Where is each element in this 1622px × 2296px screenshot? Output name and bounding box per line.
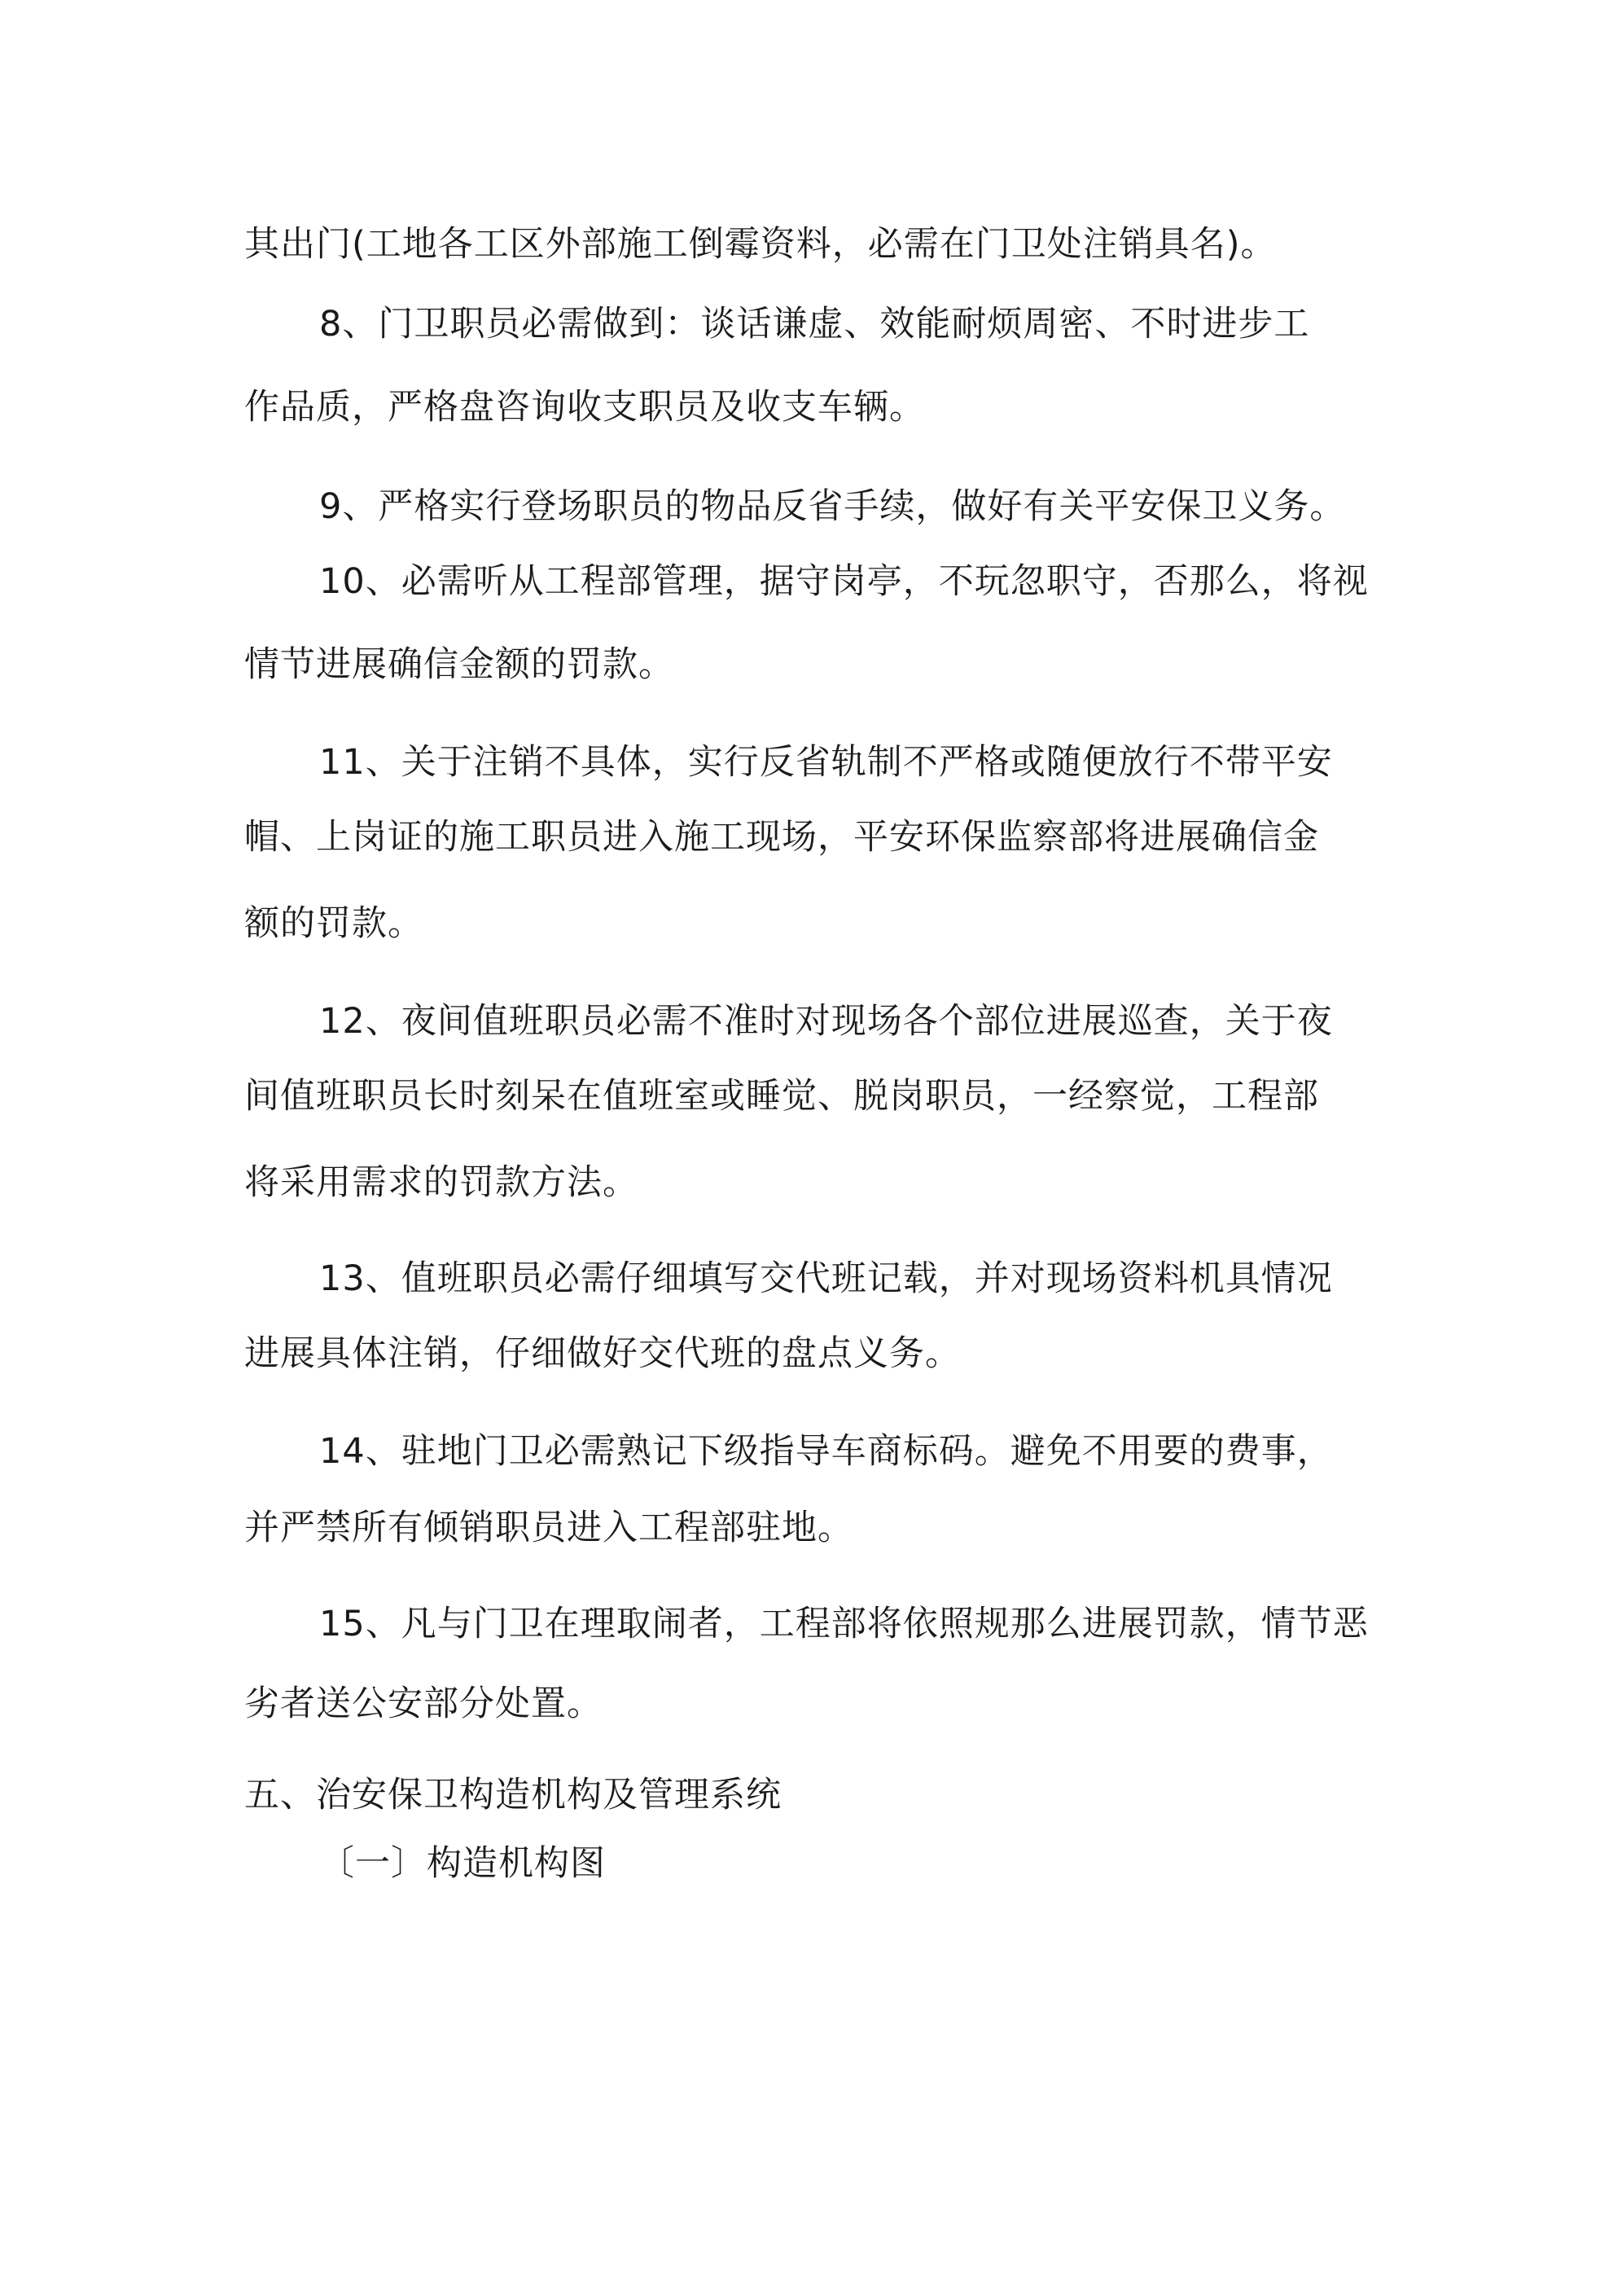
item-12-line-2: 间值班职员长时刻呆在值班室或睡觉、脱岗职员，一经察觉，工程部: [244, 1076, 1319, 1117]
item-9-line-1: 9、严格实行登场职员的物品反省手续，做好有关平安保卫义务。: [319, 486, 1346, 527]
item-10-line-2: 情节进展确信金额的罚款。: [244, 644, 674, 685]
subsection-heading: 〔一〕构造机构图: [319, 1843, 606, 1884]
text-line-1: 其出门(工地各工区外部施工倒霉资料，必需在门卫处注销具名)。: [244, 224, 1277, 265]
item-13-line-1: 13、值班职员必需仔细填写交代班记载，并对现场资料机具情况: [319, 1258, 1333, 1299]
item-14-line-1: 14、驻地门卫必需熟记下级指导车商标码。避免不用要的费事，: [319, 1431, 1333, 1472]
item-12-line-1: 12、夜间值班职员必需不准时对现场各个部位进展巡查，关于夜: [319, 1001, 1333, 1042]
item-15-line-1: 15、凡与门卫在理取闹者，工程部将依照规那么进展罚款，情节恶: [319, 1604, 1369, 1644]
item-8-line-1: 8、门卫职员必需做到：谈话谦虚、效能耐烦周密、不时进步工: [319, 304, 1310, 345]
item-15-line-2: 劣者送公安部分处置。: [244, 1684, 603, 1724]
item-12-line-3: 将采用需求的罚款方法。: [244, 1162, 638, 1203]
item-11-line-1: 11、关于注销不具体，实行反省轨制不严格或随便放行不带平安: [319, 742, 1333, 783]
item-11-line-2: 帽、上岗证的施工职员进入施工现场，平安环保监察部将进展确信金: [244, 817, 1319, 858]
item-13-line-2: 进展具体注销，仔细做好交代班的盘点义务。: [244, 1333, 961, 1374]
item-10-line-1: 10、必需听从工程部管理，据守岗亭，不玩忽职守，否那么，将视: [319, 561, 1369, 602]
item-8-line-2: 作品质，严格盘咨询收支职员及收支车辆。: [244, 387, 925, 428]
item-14-line-2: 并严禁所有倾销职员进入工程部驻地。: [244, 1508, 853, 1548]
item-11-line-3: 额的罚款。: [244, 903, 423, 944]
section-heading: 五、治安保卫构造机构及管理系统: [244, 1775, 782, 1815]
